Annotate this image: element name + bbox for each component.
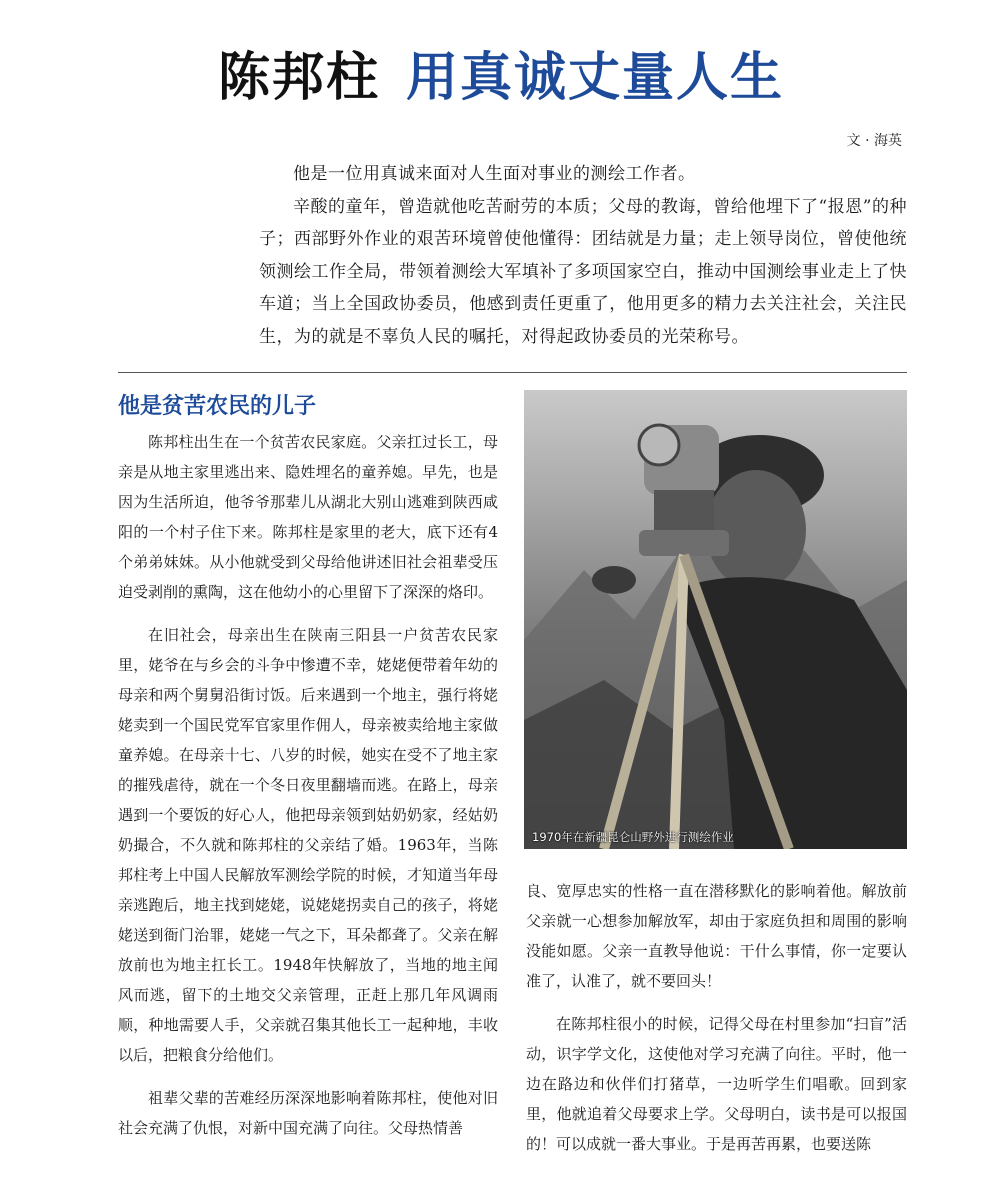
title-subtitle: 用真诚丈量人生 [406,48,785,108]
photo-caption: 1970年在新疆昆仑山野外进行测绘作业 [532,830,734,844]
body-paragraph: 良、宽厚忠实的性格一直在潜移默化的影响着他。解放前父亲就一心想参加解放军，却由于家庭负担和周围的影响没能如愿。父亲一直教导他说：干什么事情，你一定要认准了，认准了，就不要回头！ [526,882,907,990]
body-paragraph: 祖辈父辈的苦难经历深深地影响着陈邦柱，使他对旧社会充满了仇恨，对新中国充满了向往。父母热情善 [118,1089,498,1137]
section-heading: 他是贫苦农民的儿子 [118,394,317,419]
intro-block [259,158,907,353]
body-paragraph: 在陈邦柱很小的时候，记得父母在村里参加“扫盲”活动，识字学文化，这使他对学习充满了向往。平时，他一边在路边和伙伴们打猪草，一边听学生们唱歌。回到家里，他就追着父母要求上学。父母明白，读书是可以报国的！可以成就一番大事业。于是再苦再累，也要送陈 [526,1015,907,1153]
article-title [0,48,1002,108]
photo-illustration [524,390,907,849]
left-column [118,392,498,1156]
section-divider [118,372,907,373]
body-paragraph: 在旧社会，母亲出生在陕南三阳县一户贫苦农民家里，姥爷在与乡会的斗争中惨遭不幸，姥姥便带着年幼的母亲和两个舅舅沿街讨饭。后来遇到一个地主，强行将姥姥卖到一个国民党军官家里作佣人，母亲被卖给地主家做童养媳。在母亲十七、八岁的时候，她实在受不了地主家的摧残虐待，就在一个冬日夜里翻墙而逃。在路上，母亲遇到一个要饭的好心人，他把母亲领到姑奶奶家，经姑奶奶撮合，不久就和陈邦柱的父亲结了婚。1963年，当陈邦柱考上中国人民解放军测绘学院的时候，才知道当年母亲逃跑后，地主找到姥姥，说姥姥拐卖自己的孩子，将姥姥送到衙门治罪，姥姥一气之下，耳朵都聋了。父亲在解放前也为地主扛长工。1948年快解放了，当地的地主闻风而逃，留下的土地交父亲管理，正赶上那几年风调雨顺，种地需要人手，父亲就召集其他长工一起种地，丰收以后，把粮食分给他们。 [118,626,498,1064]
author-byline: 文 · 海英 [846,133,902,149]
intro-lead: 他是一位用真诚来面对人生面对事业的测绘工作者。 [293,164,696,184]
intro-summary: 辛酸的童年，曾造就他吃苦耐劳的本质；父母的教诲，曾给他埋下了“报恩”的种子；西部野外作业的艰苦环境曾使他懂得：团结就是力量；走上领导岗位，曾使他统领测绘工作全局，带领着测绘大军填补了多项国家空白，推动中国测绘事业走上了快车道；当上全国政协委员，他感到责任更重了，他用更多的精力去关注社会，关注民生，为的就是不辜负人民的嘱托，对得起政协委员的光荣称号。 [259,196,907,347]
body-paragraph: 陈邦柱出生在一个贫苦农民家庭。父亲扛过长工，母亲是从地主家里逃出来、隐姓埋名的童养媳。早先，也是因为生活所迫，他爷爷那辈儿从湖北大别山逃难到陕西咸阳的一个村子住下来。陈邦柱是家里的老大，底下还有4个弟弟妹妹。从小他就受到父母给他讲述旧社会祖辈受压迫受剥削的熏陶，这在他幼小的心里留下了深深的烙印。 [118,433,498,601]
right-column [526,876,907,1172]
title-name: 陈邦柱 [217,48,380,108]
surveyor-photo [524,390,907,849]
